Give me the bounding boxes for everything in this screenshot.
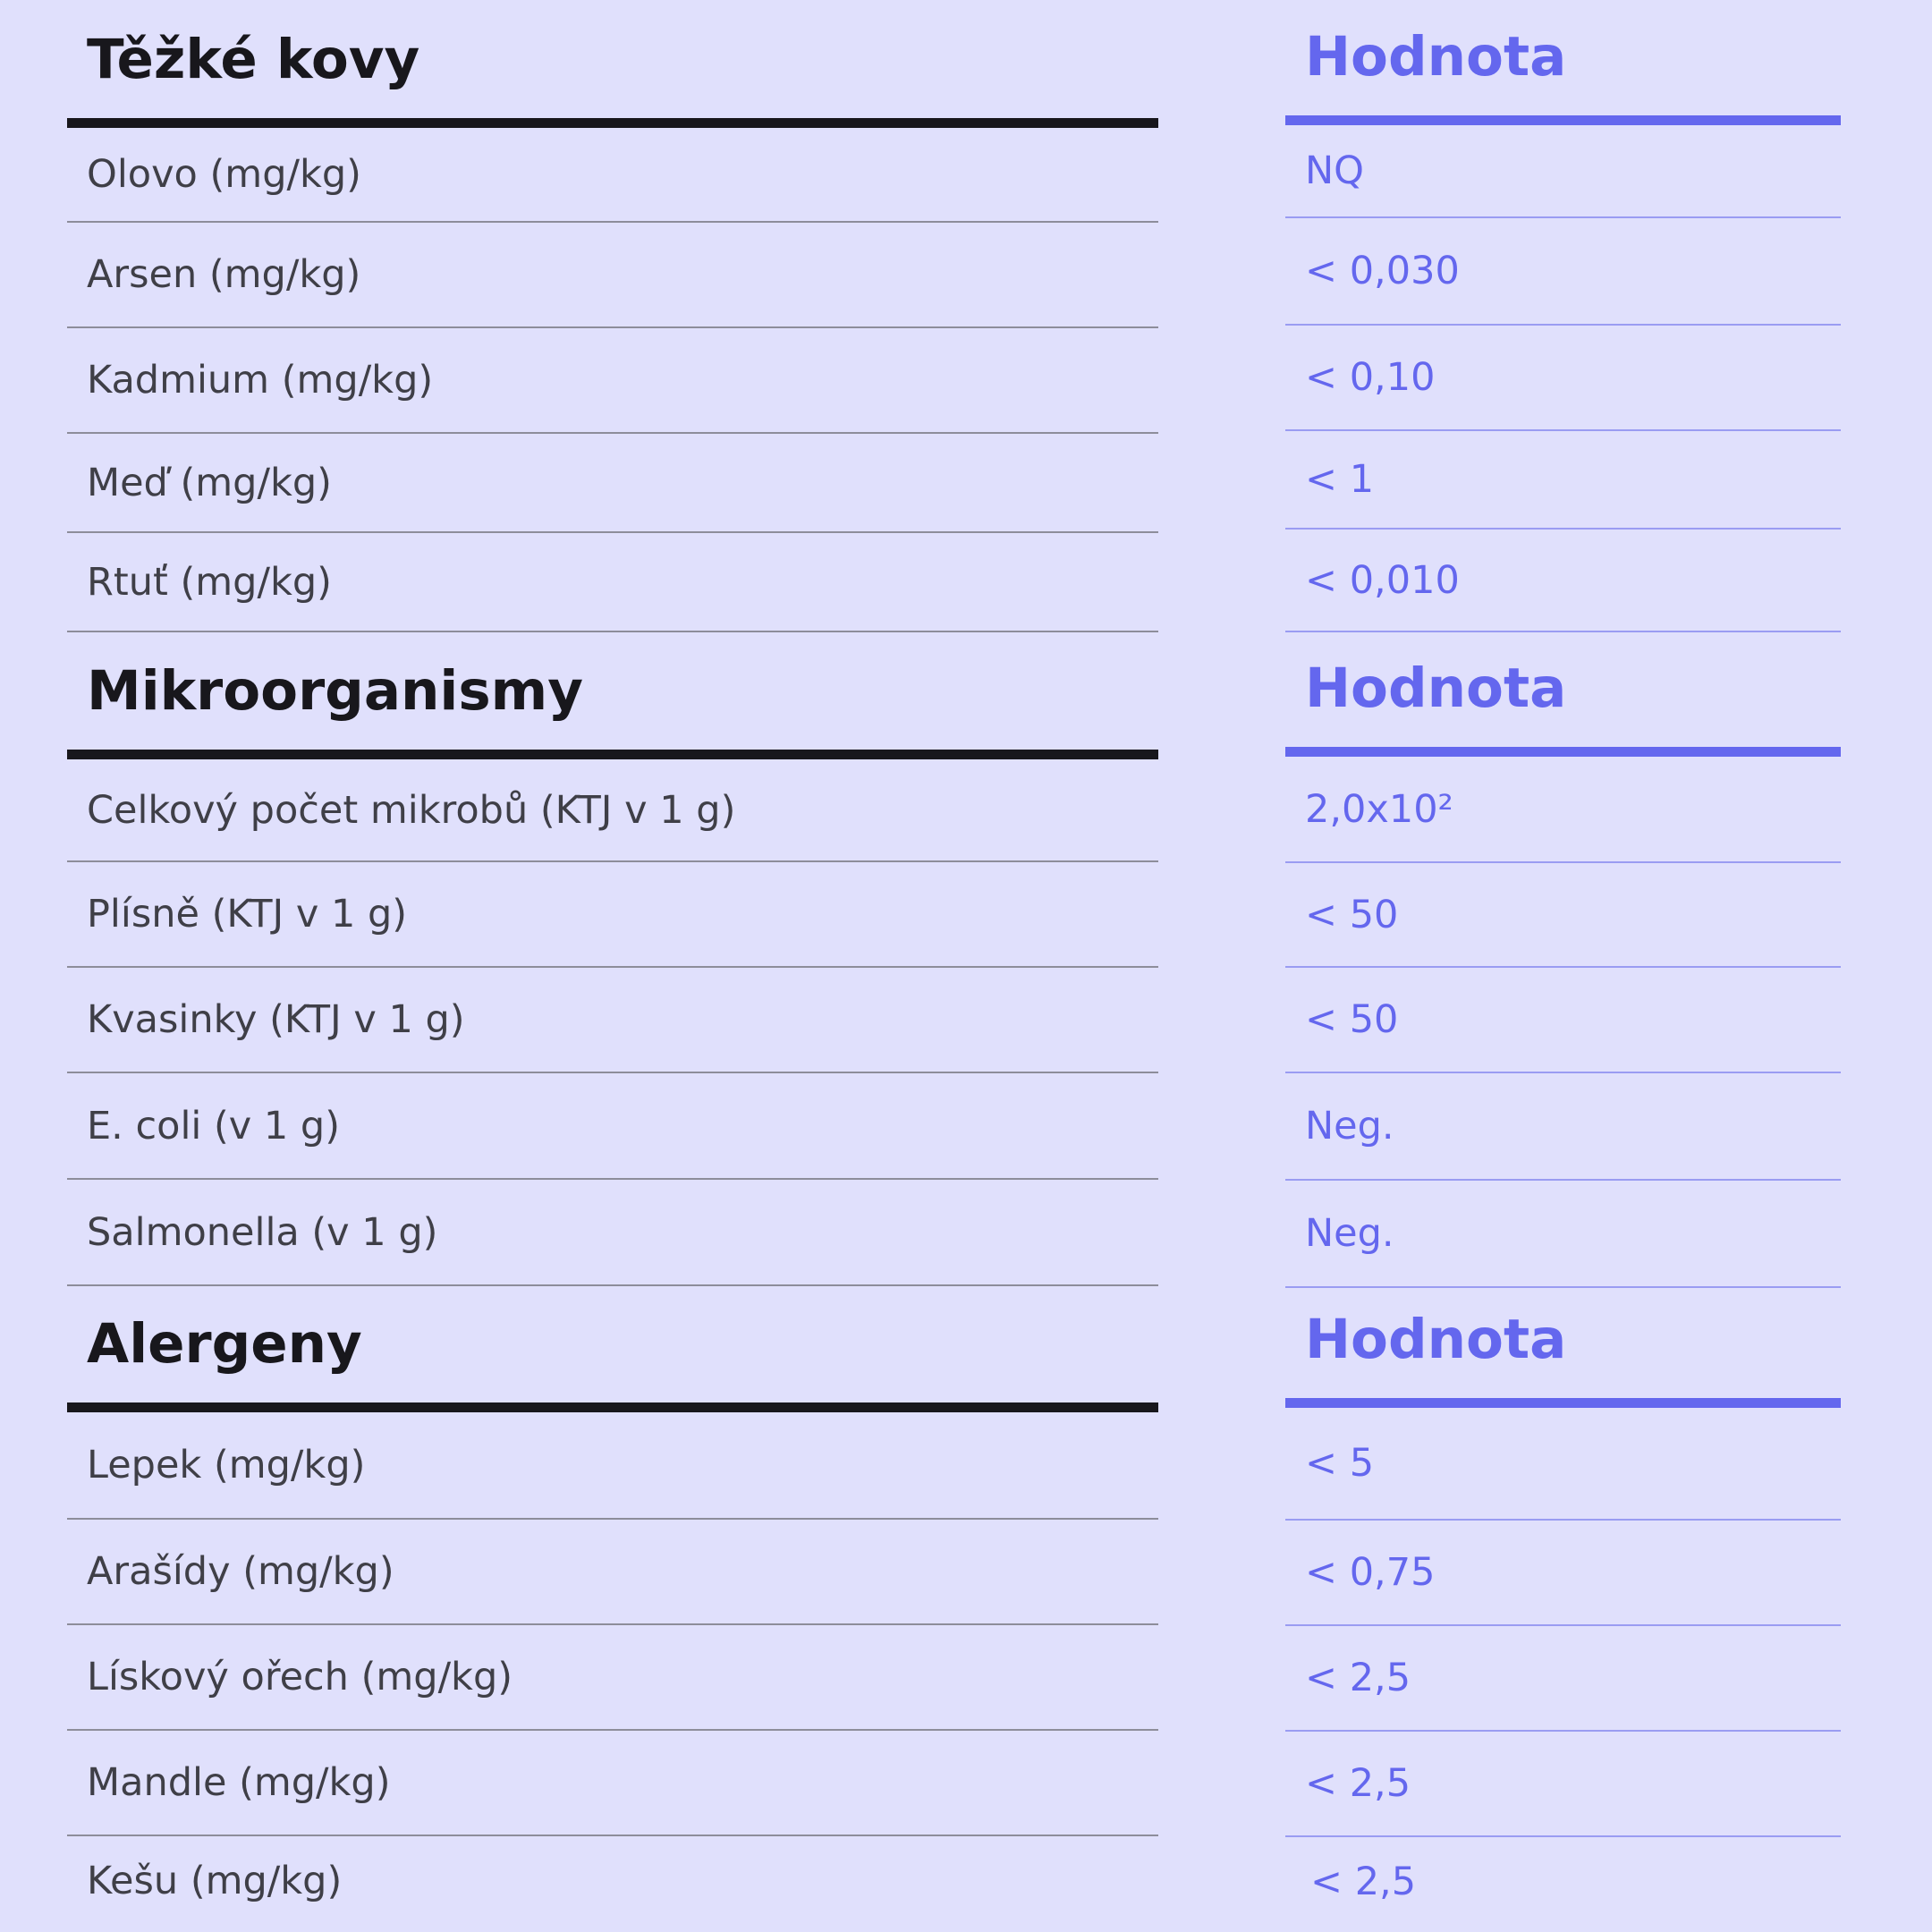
table-row [1285, 1732, 1841, 1837]
row-value: Neg. [1305, 1211, 1394, 1256]
table-row [1285, 968, 1841, 1073]
table-row [67, 328, 1158, 434]
row-value: NQ [1305, 148, 1365, 193]
table-row [1285, 1837, 1841, 1927]
row-value: < 2,5 [1310, 1860, 1417, 1904]
row-label: Lepek (mg/kg) [87, 1443, 366, 1487]
table-row [1285, 863, 1841, 968]
table-row [67, 1073, 1158, 1180]
table-row [67, 862, 1158, 968]
row-label: Kešu (mg/kg) [87, 1859, 343, 1903]
table-row [67, 759, 1158, 862]
row-value: < 1 [1305, 457, 1375, 502]
table-row [67, 968, 1158, 1073]
table-row [67, 533, 1158, 632]
section-title: Mikroorganismy [87, 659, 583, 723]
table-row [67, 1412, 1158, 1520]
value-header: Hodnota [1305, 1308, 1567, 1371]
table-row [67, 1625, 1158, 1731]
value-heading [1285, 1288, 1841, 1408]
table-row [67, 223, 1158, 328]
table-row [67, 1731, 1158, 1836]
table-row [1285, 1073, 1841, 1181]
section-heading-microorganisms [67, 632, 1158, 759]
table-row [1285, 326, 1841, 431]
row-label: Lískový ořech (mg/kg) [87, 1655, 513, 1699]
row-value: < 0,75 [1305, 1550, 1436, 1595]
row-label: Rtuť (mg/kg) [87, 559, 332, 605]
row-value: Neg. [1305, 1104, 1394, 1148]
table-row [67, 434, 1158, 533]
section-title: Alergeny [87, 1312, 362, 1376]
value-heading [1285, 0, 1841, 125]
section-heading-allergens [67, 1286, 1158, 1412]
table-row [67, 1520, 1158, 1625]
row-label: E. coli (v 1 g) [87, 1103, 341, 1148]
row-label: Arsen (mg/kg) [87, 252, 361, 297]
row-value: < 2,5 [1305, 1761, 1411, 1806]
row-label: Arašídy (mg/kg) [87, 1549, 394, 1594]
table-row [1285, 218, 1841, 326]
row-label: Plísně (KTJ v 1 g) [87, 892, 408, 936]
value-heading [1285, 632, 1841, 757]
table-row [1285, 1408, 1841, 1521]
table-row [67, 1836, 1158, 1926]
section-title: Těžké kovy [87, 28, 420, 91]
table-row [1285, 530, 1841, 632]
section-heading-heavy-metals [67, 0, 1158, 128]
row-value: < 0,030 [1305, 249, 1460, 293]
value-header: Hodnota [1305, 25, 1567, 89]
value-header: Hodnota [1305, 657, 1567, 720]
row-label: Meď (mg/kg) [87, 460, 332, 505]
table-row [1285, 757, 1841, 863]
row-label: Kadmium (mg/kg) [87, 358, 434, 402]
row-label: Kvasinky (KTJ v 1 g) [87, 997, 465, 1042]
table-row [1285, 125, 1841, 218]
row-label: Celkový počet mikrobů (KTJ v 1 g) [87, 787, 736, 833]
table-row [1285, 1521, 1841, 1626]
row-label: Mandle (mg/kg) [87, 1760, 391, 1805]
row-value: < 50 [1305, 892, 1399, 937]
row-value: < 0,10 [1305, 355, 1436, 400]
row-value: < 0,010 [1305, 557, 1460, 603]
table-row [1285, 1626, 1841, 1732]
row-label: Olovo (mg/kg) [87, 152, 361, 197]
row-value: 2,0x10² [1305, 786, 1453, 832]
table-row [1285, 1181, 1841, 1288]
table-row [67, 128, 1158, 223]
table-row [67, 1180, 1158, 1286]
row-value: < 50 [1305, 997, 1399, 1042]
row-label: Salmonella (v 1 g) [87, 1209, 438, 1255]
row-value: < 5 [1305, 1441, 1375, 1486]
table-row [1285, 431, 1841, 530]
row-value: < 2,5 [1305, 1656, 1411, 1700]
